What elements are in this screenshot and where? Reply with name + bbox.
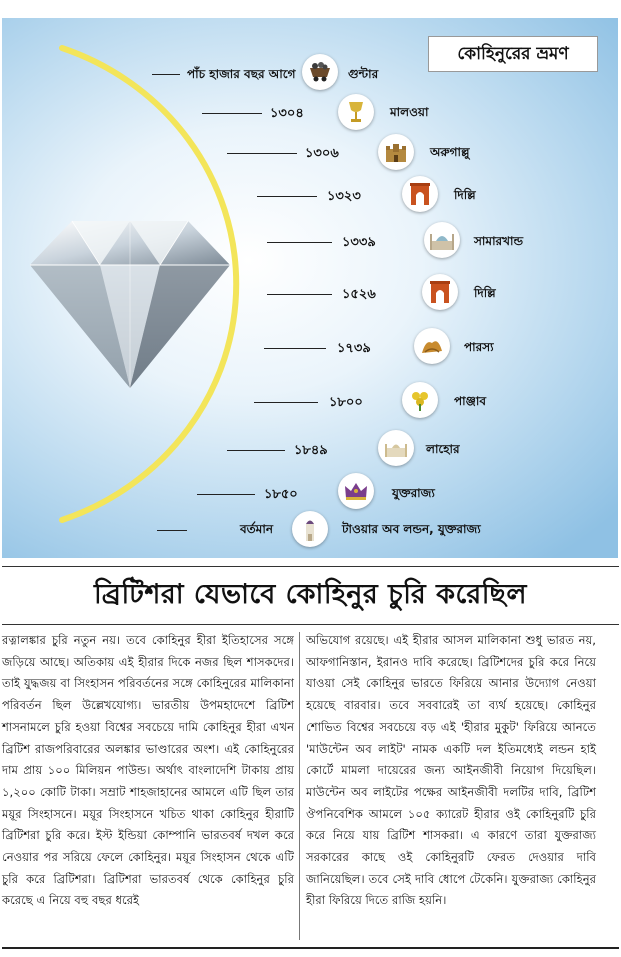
bottom-rule bbox=[2, 947, 619, 949]
timeline-place: দিল্লি bbox=[474, 286, 496, 300]
infographic-title: কোহিনুরের ভ্রমণ bbox=[428, 36, 598, 72]
timeline-place: যুক্তরাজ্য bbox=[392, 486, 435, 500]
timeline-place: গুন্টার bbox=[348, 67, 379, 81]
persia-icon bbox=[414, 328, 450, 364]
article-column-left: রত্নালঙ্কার চুরি নতুন নয়। তবে কোহিনুর হীরা ইতিহাসের সঙ্গে জড়িয়ে আছে। অতিকায় এই হীরার দিকে নজর ছিল শাসকদের। তাই যুদ্ধজয় বা সিংহাসন পরিবর্তনের সঙ্গে কোহিনুরের মালিকানা পরিবর্তন ছিল উল্লেখযোগ্য। ভারতীয় উপমহাদেশে ব্রিটিশ শাসনামলে চুরি হওয়া বিশ্বের সবচেয়ে দামি কোহিনুর হীরা এখন ব্রিটিশ রাজপরিবারের অলঙ্কার ভাণ্ডারের অংশ। এই কোহিনুরের দাম প্রায় ১০০ মিলিয়ন পাউন্ড। অর্থাৎ বাংলাদেশি টাকায় প্রায় ১,২০০ কোটি টাকা। সম্রাট শাহজাহানের আমলে এটি ছিল তার ময়ূর সিংহাসনে। ময়ূর সিংহাসনে খচিত থাকা কোহিনুর হীরাটি ব্রিটিশরা চুরি করে। ইস্ট ইন্ডিয়া কোম্পানি ভারতবর্ষ দখল করে নেওয়ার পর সরিয়ে ফেলে কোহিনুর। ময়ূর সিংহাসন থেকে এটি চুরি করে ব্রিটিশরা। ব্রিটিশরা ভারতবর্ষ থেকে কোহিনুর চুরি করেছে এ নিয়ে বহু বছর ধরেই bbox=[2, 633, 294, 908]
timeline-year: ১৮৫০ bbox=[264, 487, 298, 502]
timeline-place: লাহোর bbox=[426, 442, 460, 456]
timeline-place: পাঞ্জাব bbox=[454, 394, 487, 408]
timeline-place: দিল্লি bbox=[454, 188, 476, 202]
timeline-place: মালওয়া bbox=[390, 105, 429, 119]
article-headline: ব্রিটিশরা যেভাবে কোহিনুর চুরি করেছিল bbox=[94, 579, 527, 610]
timeline-place: সামারখান্ড bbox=[474, 234, 524, 248]
tower-icon bbox=[292, 511, 328, 547]
diamond-illustration bbox=[10, 193, 250, 393]
timeline-year: ১৩০৬ bbox=[305, 146, 339, 161]
crown-icon bbox=[338, 473, 374, 509]
palace-icon bbox=[378, 430, 414, 466]
timeline-place: অরুগাল্লু bbox=[430, 145, 470, 159]
goblet-icon bbox=[338, 94, 374, 130]
timeline-year: ১৩০৪ bbox=[270, 106, 304, 121]
fort-icon bbox=[378, 134, 414, 170]
timeline-year: পাঁচ হাজার বছর আগে bbox=[187, 67, 296, 81]
timeline-year: ১৮৪৯ bbox=[294, 443, 328, 458]
gate-icon bbox=[422, 274, 458, 310]
timeline-year: ১৭৩৯ bbox=[337, 341, 371, 356]
timeline-year: ১৩২৩ bbox=[327, 189, 361, 204]
article-column-right: অভিযোগ রয়েছে। এই হীরার আসল মালিকানা শুধু ভারত নয়, আফগানিস্তান, ইরানও দাবি করেছে। ব্রিটিশদের চুরি করে নিয়ে যাওয়া সেই কোহিনুর ভারতে ফিরিয়ে আনার উদ্যোগ নেওয়া হয়েছে বারবার। তবে সববারেই তা ব্যর্থ হয়েছে। কোহিনুর শোভিত বিশ্বের সবচেয়ে বড় এই 'হীরার মুকুট' ফিরিয়ে আনতে 'মাউন্টেন অব লাইট' নামক একটি দল ইতিমধ্যেই লন্ডন হাই কোর্টে মামলা দায়েরের জন্য আইনজীবী নিয়োগ দিয়েছিল। মাউন্টেন অব লাইটের পক্ষের আইনজীবী দলটির দাবি, ব্রিটিশ ঔপনিবেশিক আমলে ১০৫ ক্যারেট হীরার ওই কোহিনুরটি চুরি করে নিয়ে যায় ব্রিটিশ শাসকরা। এ কারণে তারা যুক্তরাজ্য সরকারের কাছে ওই কোহিনুরটি ফেরত দেওয়ার দাবি জানিয়েছিল। তবে সেই দাবি ধোপে টেকেনি। যুক্তরাজ্য কোহিনুর হীরা ফিরিয়ে দিতে রাজি হয়নি। bbox=[306, 633, 596, 908]
gate-icon bbox=[402, 176, 438, 212]
column-divider bbox=[299, 632, 300, 940]
timeline-place: পারস্য bbox=[464, 340, 494, 354]
timeline-place: টাওয়ার অব লন্ডন, যুক্তরাজ্য bbox=[342, 522, 481, 536]
timeline-year: ১৫২৬ bbox=[342, 287, 376, 302]
timeline-year: ১৮০০ bbox=[329, 395, 363, 410]
kohinoor-journey-infographic bbox=[2, 18, 618, 558]
mosque-icon bbox=[424, 222, 460, 258]
flower-icon bbox=[402, 382, 438, 418]
timeline-year: বর্তমান bbox=[240, 522, 273, 536]
mine-cart-icon bbox=[302, 54, 338, 90]
timeline-year: ১৩৩৯ bbox=[342, 235, 376, 250]
